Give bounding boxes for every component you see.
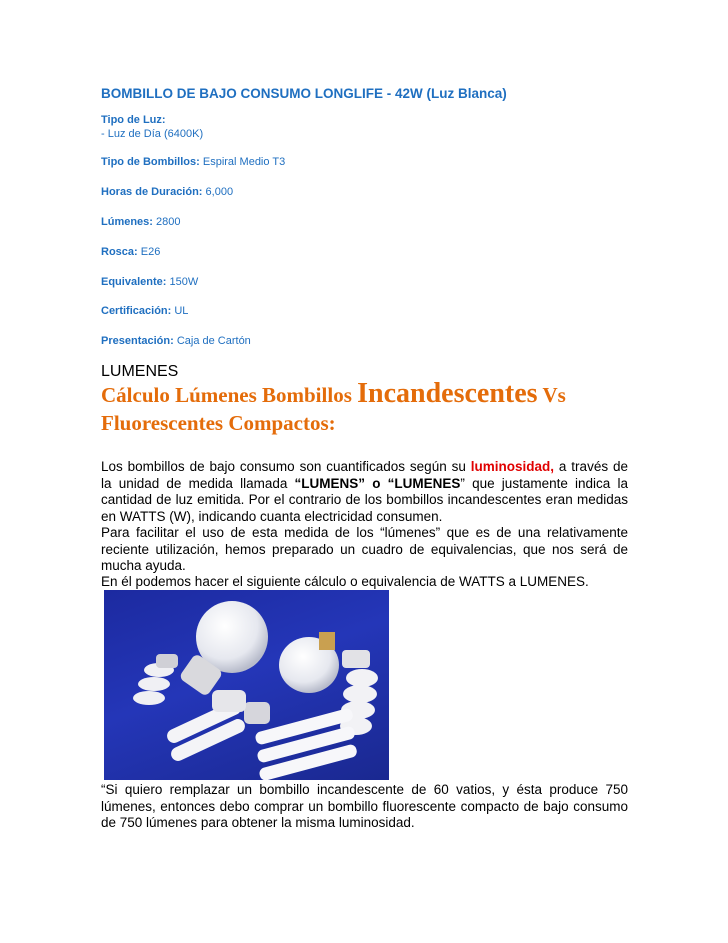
section-title-part2: Vs Fluorescentes Compactos: bbox=[101, 383, 566, 435]
spec-label: Lúmenes: bbox=[101, 216, 153, 228]
p1-text-c: ” que justamente indica la cantidad de luz emitida. Por el contrario de los bombillos incandescentes eran medidas en WATTS (W), indicando cuanta electricidad consumen. bbox=[101, 475, 628, 524]
p1-text-b: a través de la unidad de medida llamada bbox=[101, 459, 628, 491]
paragraph-2: Para facilitar el uso de esta medida de los “lúmenes” que es de una relativamente reciente utilización, hemos preparado un cuadro de equivalencias, que nos será de mucha ayuda. bbox=[101, 525, 628, 573]
spec-label: Tipo de Luz: bbox=[101, 114, 166, 126]
spec-tipo-luz-value: - Luz de Día (6400K) bbox=[101, 128, 204, 140]
spec-presentacion bbox=[101, 335, 251, 347]
spec-certificacion bbox=[101, 305, 188, 317]
paragraph-3: En él podemos hacer el siguiente cálculo o equivalencia de WATTS a LUMENES. bbox=[101, 574, 589, 589]
spec-value: Caja de Cartón bbox=[176, 335, 251, 347]
spec-tipo-luz bbox=[101, 114, 166, 126]
spec-label: Horas de Duración: bbox=[101, 186, 203, 198]
bulbs-photo bbox=[104, 590, 389, 780]
section-title bbox=[101, 380, 628, 437]
bulbs-image bbox=[104, 590, 389, 780]
spec-rosca bbox=[101, 246, 160, 258]
spec-value: 150W bbox=[169, 276, 199, 288]
quote-paragraph: “Si quiero remplazar un bombillo incandescente de 60 vatios, y ésta produce 750 lúmenes, entonces debo comprar un bombillo fluorescente compacto de bajo consumo de 750 lúmenes para obtener la misma luminosidad. bbox=[101, 782, 628, 830]
spec-tipo-bombillos bbox=[101, 156, 285, 168]
spec-value: 2800 bbox=[156, 216, 181, 228]
spec-value: Espiral Medio T3 bbox=[202, 156, 286, 168]
p1-bold: “LUMENS” o “LUMENES bbox=[294, 475, 461, 491]
section-heading: LUMENES bbox=[101, 363, 179, 380]
spec-value: E26 bbox=[140, 246, 161, 258]
product-title: BOMBILLO DE BAJO CONSUMO LONGLIFE - 42W (Luz Blanca) bbox=[101, 86, 507, 101]
paragraph-1 bbox=[101, 459, 628, 525]
spec-label: Rosca: bbox=[101, 246, 138, 258]
spec-label: Tipo de Bombillos: bbox=[101, 156, 200, 168]
spec-value: UL bbox=[174, 305, 189, 317]
spec-horas-duracion bbox=[101, 186, 233, 198]
spec-label: Certificación: bbox=[101, 305, 172, 317]
section-title-big: Incandescentes bbox=[357, 378, 538, 409]
spec-value: 6,000 bbox=[205, 186, 234, 198]
spec-equivalente bbox=[101, 276, 198, 288]
spec-lumenes bbox=[101, 216, 181, 228]
spec-label: Presentación: bbox=[101, 335, 174, 347]
p1-text-a: Los bombillos de bajo consumo son cuantificados según su bbox=[101, 459, 471, 474]
spec-label: Equivalente: bbox=[101, 276, 167, 288]
p1-highlight: luminosidad, bbox=[470, 459, 555, 474]
section-title-part1: Cálculo Lúmenes Bombillos bbox=[101, 383, 358, 407]
